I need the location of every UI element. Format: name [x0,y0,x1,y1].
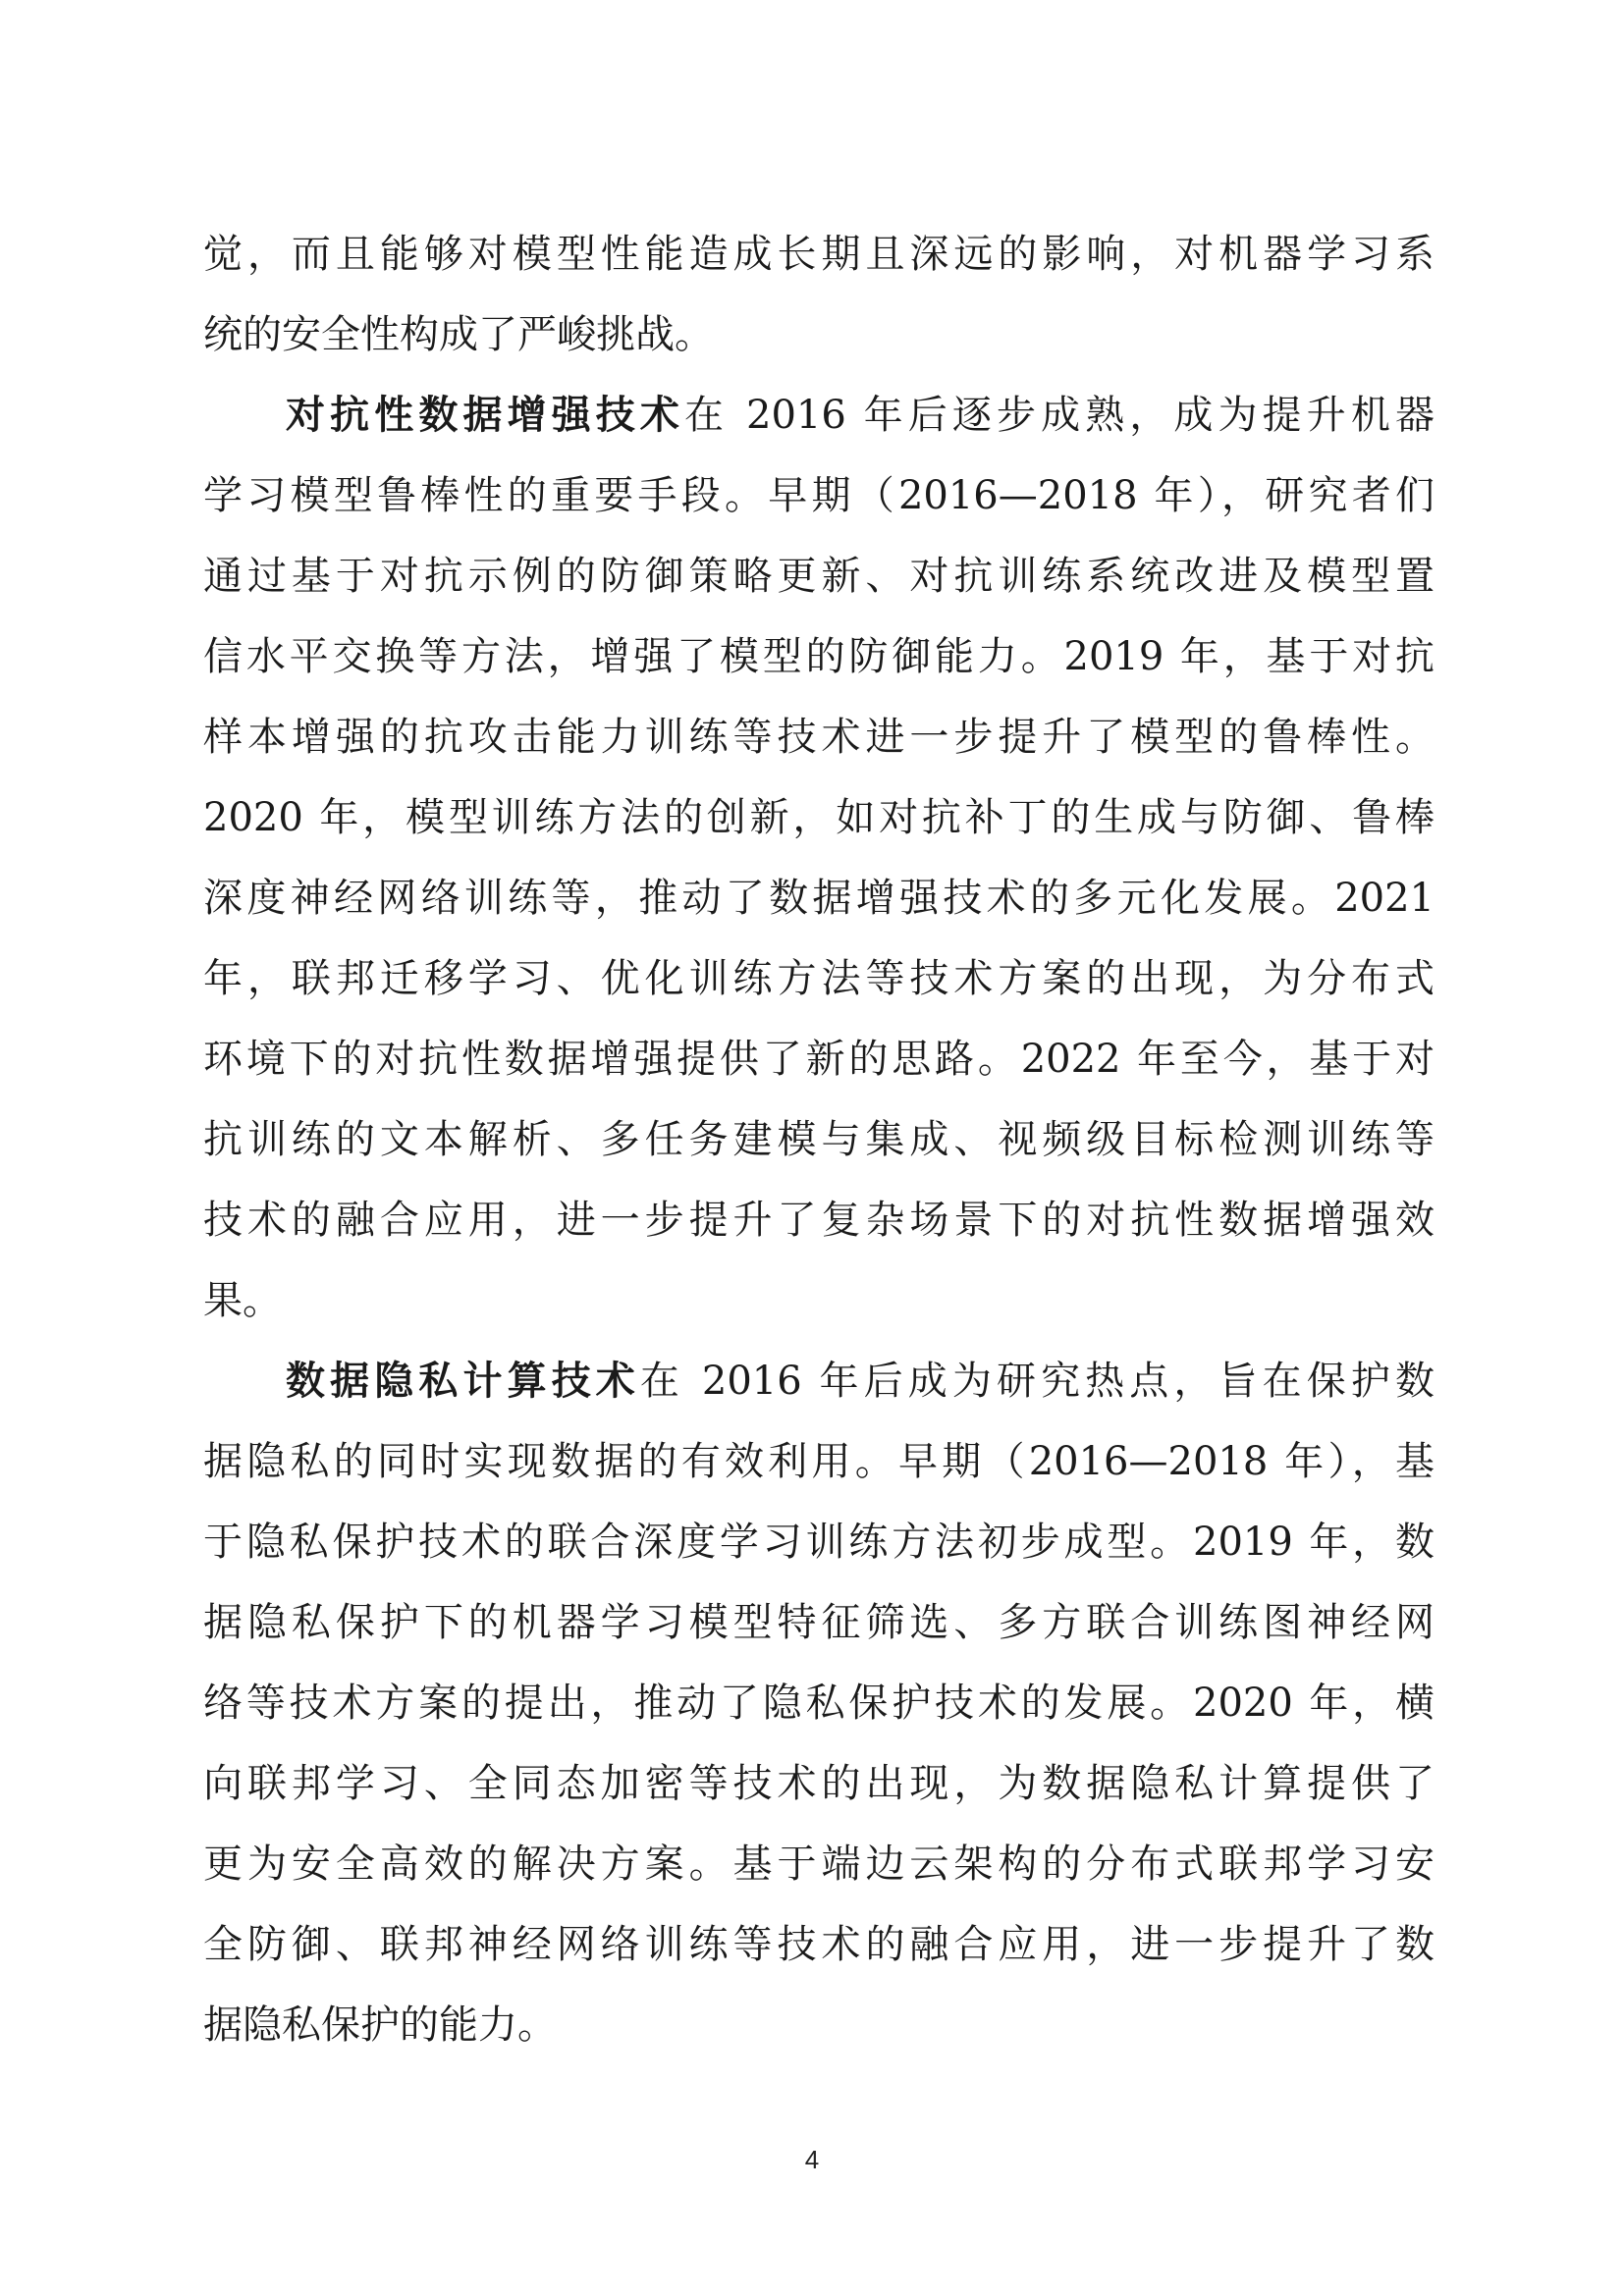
text-line: 技术的融合应用，进一步提升了复杂场景下的对抗性数据增强效 [203,1198,1435,1243]
text-line: 更为安全高效的解决方案。基于端边云架构的分布式联邦学习安 [203,1842,1435,1887]
paragraph-heading-adversarial-augmentation: 对抗性数据增强技术 [286,393,685,438]
text-line: 环境下的对抗性数据增强提供了新的思路。2022 年至今，基于对 [203,1037,1435,1082]
text-line: 于隐私保护技术的联合深度学习训练方法初步成型。2019 年，数 [203,1520,1435,1565]
text-line: 抗训练的文本解析、多任务建模与集成、视频级目标检测训练等 [203,1117,1435,1162]
paragraph-first-line [203,1341,1435,1421]
text-line: 统的安全性构成了严峻挑战。 [203,312,714,357]
text-line: 年，联邦迁移学习、优化训练方法等技术方案的出现，为分布式 [203,956,1435,1001]
text-line: 通过基于对抗示例的防御策略更新、对抗训练系统改进及模型置 [203,554,1435,599]
text-line: 深度神经网络训练等，推动了数据增强技术的多元化发展。2021 [203,876,1435,921]
page-number: 4 [804,2145,820,2174]
paragraph-heading-privacy-computing: 数据隐私计算技术 [286,1359,640,1404]
text-run: 在 2016 年后成为研究热点，旨在保护数 [639,1359,1435,1404]
text-line: 学习模型鲁棒性的重要手段。早期（2016—2018 年），研究者们 [203,473,1435,518]
text-run: 在 2016 年后逐步成熟，成为提升机器 [684,393,1435,438]
text-line: 据隐私保护下的机器学习模型特征筛选、多方联合训练图神经网 [203,1600,1435,1645]
text-line: 络等技术方案的提出，推动了隐私保护技术的发展。2020 年，横 [203,1681,1435,1726]
text-line: 向联邦学习、全同态加密等技术的出现，为数据隐私计算提供了 [203,1761,1435,1806]
text-line: 据隐私的同时实现数据的有效利用。早期（2016—2018 年），基 [203,1439,1435,1484]
text-line: 全防御、联邦神经网络训练等技术的融合应用，进一步提升了数 [203,1922,1435,1967]
paragraph-first-line [203,375,1435,455]
text-line: 2020 年，模型训练方法的创新，如对抗补丁的生成与防御、鲁棒 [203,795,1435,840]
text-line: 果。 [203,1278,282,1323]
text-line: 觉，而且能够对模型性能造成长期且深远的影响，对机器学习系 [203,232,1435,277]
text-line: 信水平交换等方法，增强了模型的防御能力。2019 年，基于对抗 [203,634,1435,679]
body-text [203,214,1435,2065]
text-line: 据隐私保护的能力。 [203,2002,557,2048]
text-line: 样本增强的抗攻击能力训练等技术进一步提升了模型的鲁棒性。 [203,715,1435,760]
